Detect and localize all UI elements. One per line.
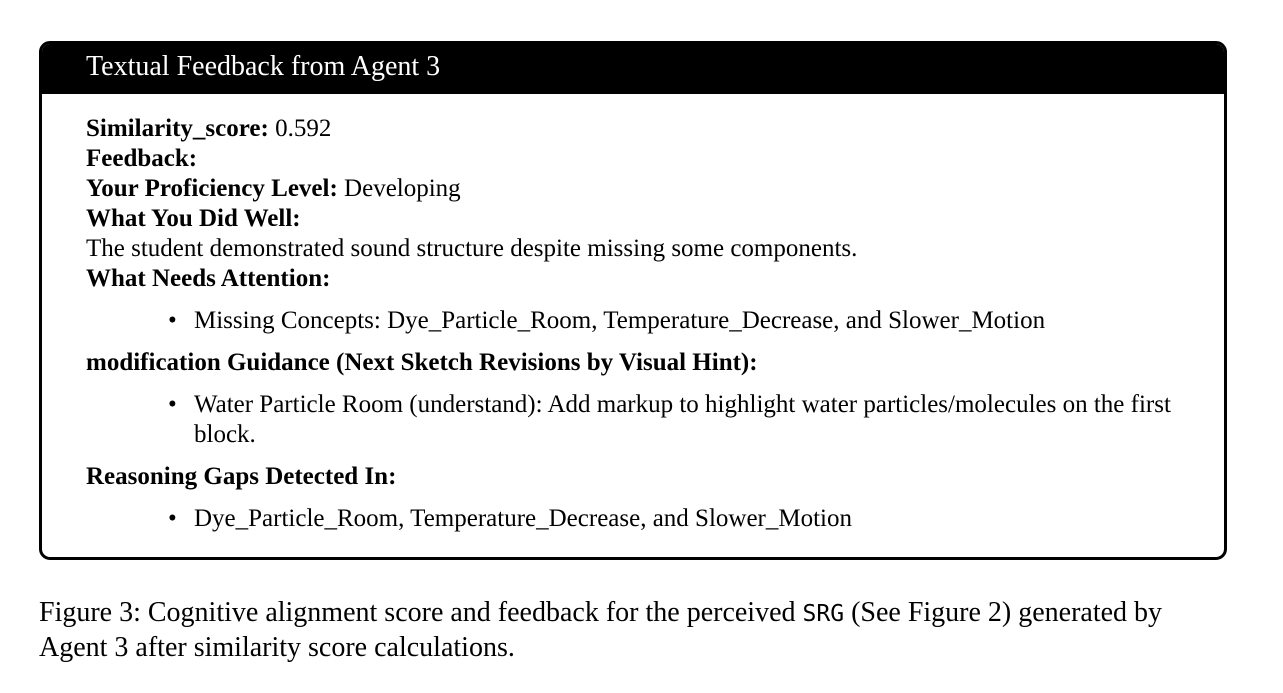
caption-line-2: Agent 3 after similarity score calculations. bbox=[39, 632, 515, 663]
list-item bbox=[168, 306, 1180, 336]
guidance-label: modification Guidance (Next Sketch Revisions by Visual Hint): bbox=[86, 349, 758, 376]
list-item-text: Dye_Particle_Room, Temperature_Decrease, and Slower_Motion bbox=[194, 505, 853, 532]
list-item bbox=[168, 390, 1180, 450]
caption-suffix: (See Figure 2) generated by bbox=[851, 597, 1163, 628]
gaps-label: Reasoning Gaps Detected In: bbox=[86, 463, 397, 490]
box-body bbox=[42, 94, 1224, 534]
caption-prefix: Figure 3: Cognitive alignment score and feedback for the perceived bbox=[39, 597, 796, 628]
list-item-text: Missing Concepts: Dye_Particle_Room, Temperature_Decrease, and Slower_Motion bbox=[194, 307, 1046, 334]
feedback-box bbox=[39, 41, 1227, 560]
proficiency-line bbox=[86, 174, 1180, 204]
box-title: Textual Feedback from Agent 3 bbox=[42, 44, 1224, 94]
figure-caption bbox=[39, 596, 1239, 664]
proficiency-value: Developing bbox=[344, 175, 461, 202]
bullet-icon: • bbox=[168, 391, 177, 418]
gaps-list bbox=[86, 504, 1180, 534]
feedback-label: Feedback: bbox=[86, 145, 198, 172]
list-item bbox=[168, 504, 1180, 534]
caption-line-1 bbox=[39, 596, 1239, 631]
needs-attention-label: What Needs Attention: bbox=[86, 265, 331, 292]
bullet-icon: • bbox=[168, 505, 177, 532]
caption-code: SRG bbox=[802, 601, 845, 627]
similarity-score-label: Similarity_score: bbox=[86, 115, 269, 142]
bullet-icon: • bbox=[168, 307, 177, 334]
list-item-text: Water Particle Room (understand): Add markup to highlight water particles/molecules on the first block. bbox=[194, 391, 1171, 448]
did-well-text: The student demonstrated sound structure despite missing some components. bbox=[86, 235, 858, 262]
similarity-score-value: 0.592 bbox=[275, 115, 332, 142]
guidance-list bbox=[86, 390, 1180, 450]
proficiency-label: Your Proficiency Level: bbox=[86, 175, 338, 202]
needs-attention-list bbox=[86, 306, 1180, 336]
did-well-label: What You Did Well: bbox=[86, 205, 301, 232]
similarity-score-line bbox=[86, 114, 1180, 144]
